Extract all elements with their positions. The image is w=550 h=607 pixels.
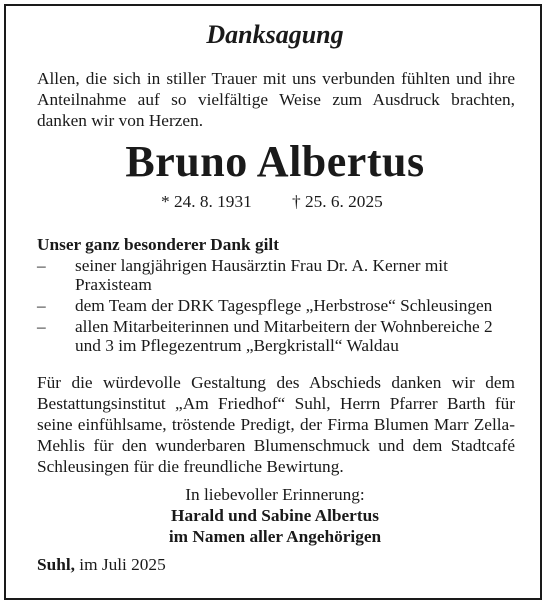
list-dash: –: [37, 296, 46, 315]
list-item: [37, 317, 517, 355]
place-city: Suhl,: [37, 555, 75, 574]
list-item-text: seiner langjährigen Hausärztin Frau Dr. A. Kerner mit Praxisteam: [75, 256, 448, 294]
place-date: [37, 554, 166, 576]
deceased-name: Bruno Albertus: [125, 137, 425, 186]
list-item-text: dem Team der DRK Tagespflege „Herbstrose“ Schleusingen: [75, 296, 493, 315]
memory-line: In liebevoller Erinnerung:: [185, 485, 365, 504]
list-dash: –: [37, 317, 46, 336]
signer-names: Harald und Sabine Albertus: [171, 506, 379, 525]
list-item: [37, 296, 517, 315]
list-item: [37, 256, 517, 294]
special-thanks-title: Unser ganz besonderer Dank gilt: [37, 235, 279, 254]
signer-relation: im Namen aller Angehörigen: [168, 527, 382, 546]
birth-date: * 24. 8. 1931: [161, 192, 252, 211]
signers: [0, 505, 550, 547]
notice-heading: Danksagung: [206, 20, 344, 49]
intro-paragraph: Allen, die sich in stiller Trauer mit uns verbunden fühlten und ihre Anteilnahme auf so vielfältige Weise zum Ausdruck brachten, danken wir von Herzen.: [37, 69, 515, 130]
place-month: im Juli 2025: [74, 555, 166, 574]
list-dash: –: [37, 256, 46, 275]
death-date: † 25. 6. 2025: [292, 192, 383, 211]
thanks-list: [37, 256, 517, 357]
body-paragraph: Für die würdevolle Gestaltung des Abschieds danken wir dem Bestattungsinstitut „Am Friedhof“ Suhl, Herrn Pfarrer Barth für seine einfühlsame, tröstende Predigt, der Firma Blumen Marr Zella-Mehlis für den wunderbaren Blumenschmuck und dem Stadtcafé Schleusingen für die freundliche Bewirtung.: [37, 373, 515, 476]
list-item-text: allen Mitarbeiterinnen und Mitarbeitern der Wohnbereiche 2 und 3 im Pflegezentrum „Bergkristall“ Waldau: [75, 317, 493, 355]
